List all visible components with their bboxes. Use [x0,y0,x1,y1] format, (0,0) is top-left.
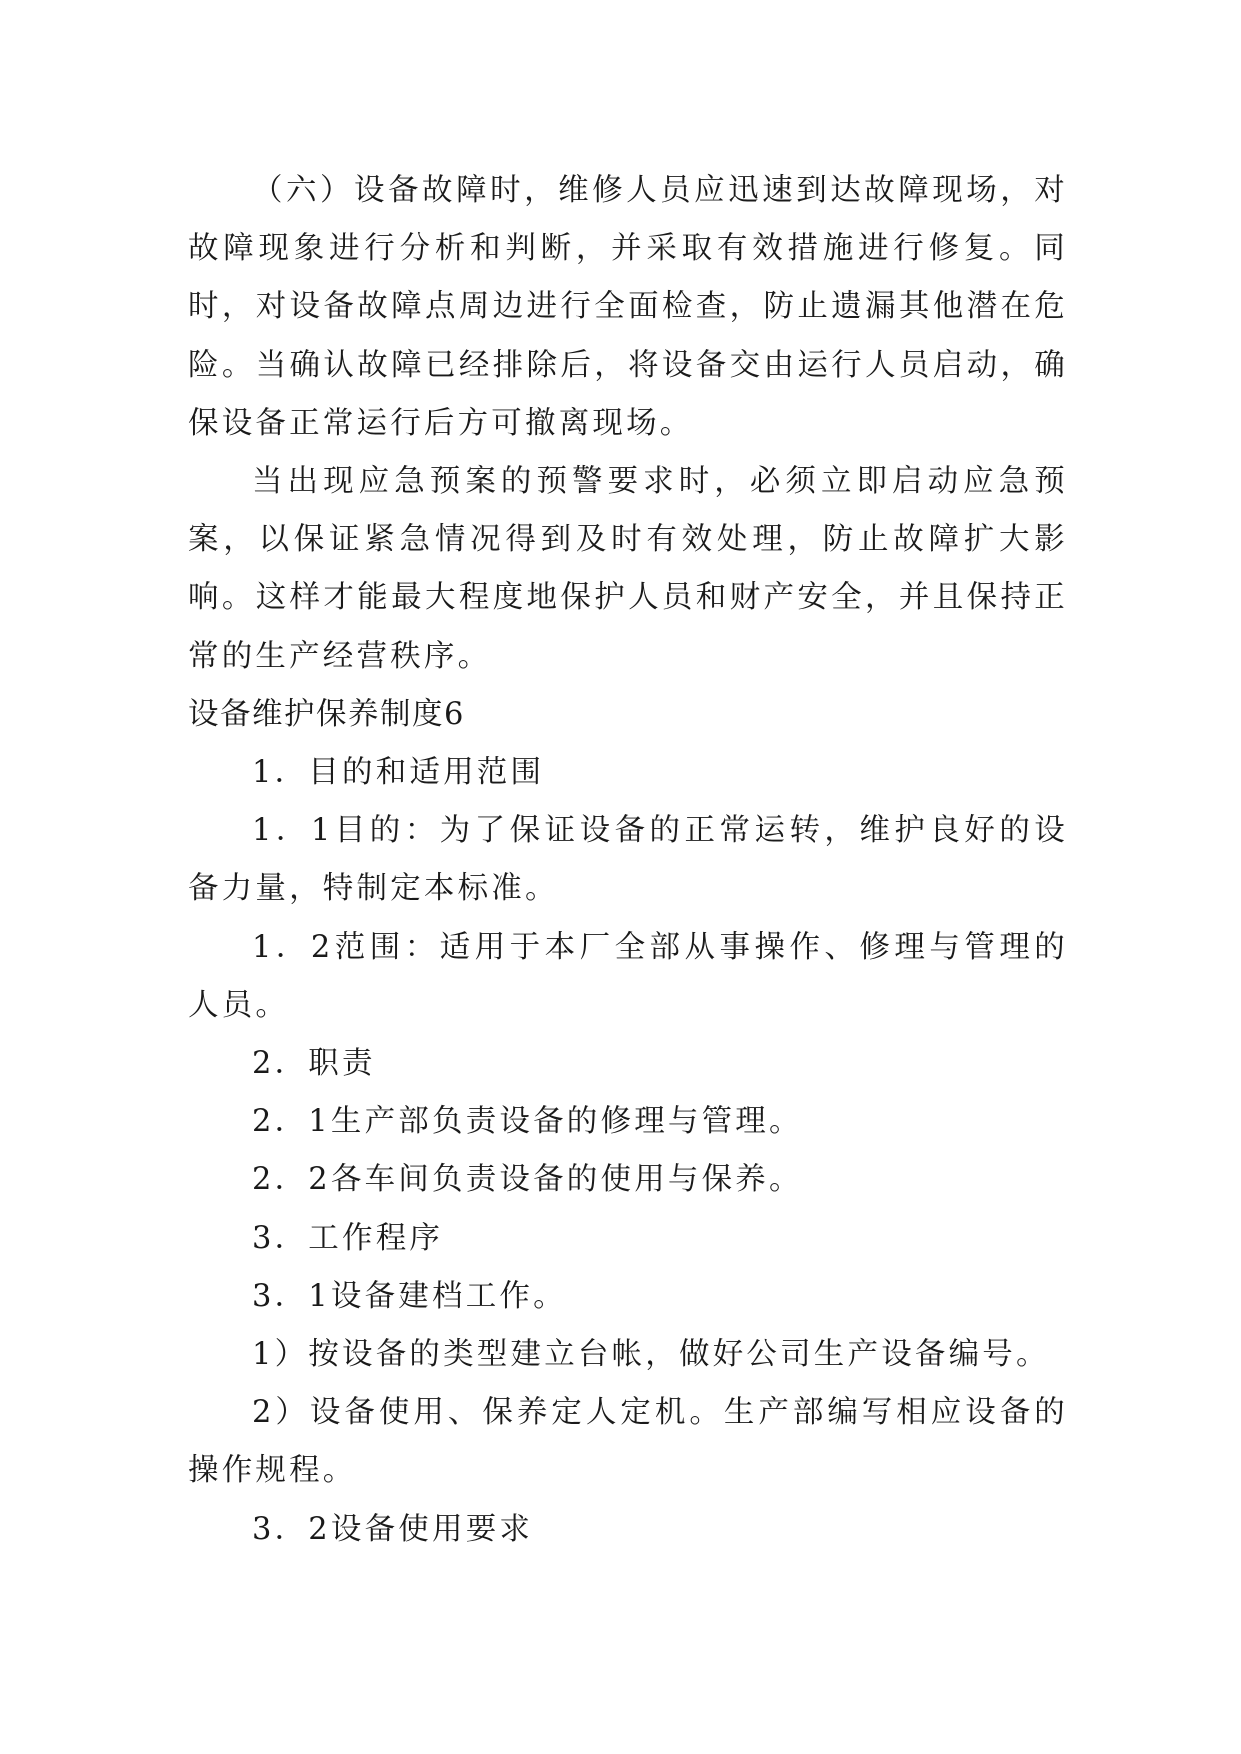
section-title: 设备维护保养制度6 [188,696,465,732]
heading-work-procedure: 3．工作程序 [252,1220,444,1256]
list-item-ledger: 1）按设备的类型建立台帐，做好公司生产设备编号。 [252,1337,1050,1373]
heading-usage-requirements: 3．2设备使用要求 [252,1511,534,1547]
paragraph-responsibility-production: 2．1生产部负责设备的修理与管理。 [252,1104,803,1140]
paragraph-scope: 1．2范围：适用于本厂全部从事操作、修理与管理的人员。 [188,929,1068,1023]
list-item-assignment: 2）设备使用、保养定人定机。生产部编写相应设备的操作规程。 [188,1395,1068,1489]
heading-responsibilities: 2．职责 [252,1046,376,1082]
paragraph-emergency-plan: 当出现应急预案的预警要求时，必须立即启动应急预案，以保证紧急情况得到及时有效处理，防止故障扩大影响。这样才能最大程度地保护人员和财产安全，并且保持正常的生产经营秩序。 [188,464,1068,674]
paragraph-equipment-fault: （六）设备故障时，维修人员应迅速到达故障现场，对故障现象进行分析和判断，并采取有效措施进行修复。同时，对设备故障点周边进行全面检查，防止遗漏其他潜在危险。当确认故障已经排除后，将设备交由运行人员启动，确保设备正常运行后方可撤离现场。 [188,173,1068,441]
paragraph-purpose: 1．1目的：为了保证设备的正常运转，维护良好的设备力量，特制定本标准。 [188,813,1068,907]
paragraph-equipment-filing: 3．1设备建档工作。 [252,1278,567,1314]
paragraph-responsibility-workshops: 2．2各车间负责设备的使用与保养。 [252,1162,803,1198]
document-body [188,162,1068,1559]
heading-purpose-scope: 1．目的和适用范围 [252,755,545,791]
